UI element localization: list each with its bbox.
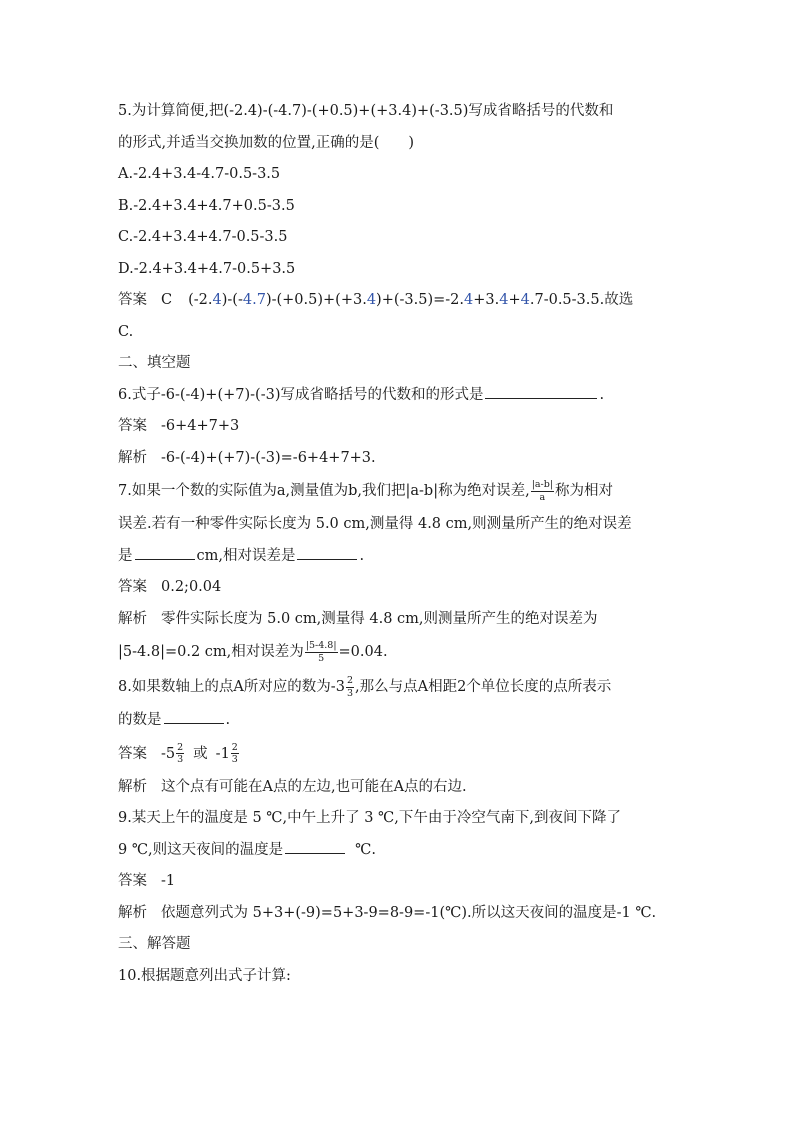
q5-answer: 答案 C (-2.4)-(-4.7)-(+0.5)+(+3.4)+(-3.5)=-2.4+3.4+4.7-0.5-3.5.故选 (118, 285, 678, 317)
section-title-fill-in: 二、填空题 (118, 355, 191, 371)
q7-stem-line1: 7.如果一个数的实际值为a,测量值为b,我们把|a-b|称为绝对误差, $\frac{|a-b|}{a}$ 称为相对 (118, 479, 614, 503)
answer-blank (485, 380, 597, 399)
answer-fraction-2: $\frac{2}{3}$ (231, 741, 238, 765)
analysis-label: 解析 (118, 610, 147, 627)
answer-choice: C (161, 292, 173, 308)
q9-analysis: 解析 依题意列式为 5+3+(-9)=5+3-9=8-9=-1(℃).所以这天夜间的温度是-1 ℃. (118, 898, 678, 930)
q8-analysis: 解析 这个点有可能在A点的左边,也可能在A点的右边. (118, 772, 678, 804)
q8-stem-line1: 8.如果数轴上的点A所对应的数为-3 $\frac{2}{3}$ ,那么与点A相距2个单位长度的点所表示 (118, 675, 612, 699)
q5-answer-line2: C. (118, 323, 134, 340)
analysis-fraction: $\frac{|5-4.8|}{5}$ (305, 640, 337, 664)
q9-stem-line2: 9 ℃,则这天夜间的温度是 ℃. (118, 835, 678, 867)
q5-option-a: A.-2.4+3.4-4.7-0.5-3.5 (118, 166, 281, 182)
analysis-label: 解析 (118, 778, 147, 795)
q8-stem-line2: 的数是 . (118, 705, 678, 737)
q10-stem: 10.根据题意列出式子计算: (118, 967, 291, 984)
answer-label: 答案 (118, 418, 147, 434)
q7-stem-line2: 误差.若有一种零件实际长度为 5.0 cm,测量得 4.8 cm,则测量所产生的绝对误差 (118, 516, 632, 532)
answer-label: 答案 (118, 745, 147, 762)
section-title-solve: 三、解答题 (118, 936, 191, 952)
q7-answer: 答案 0.2;0.04 (118, 572, 678, 604)
answer-label: 答案 (118, 292, 147, 308)
answer-label: 答案 (118, 579, 147, 595)
answer-blank (135, 541, 195, 560)
q5-option-b: B.-2.4+3.4+4.7+0.5-3.5 (118, 197, 295, 214)
q7-analysis-line2: |5-4.8|=0.2 cm,相对误差为 $\frac{|5-4.8|}{5}$ =0.04. (118, 640, 388, 664)
q5-option-c: C.-2.4+3.4+4.7-0.5-3.5 (118, 229, 288, 245)
relative-error-fraction: $\frac{|a-b|}{a}$ (531, 479, 554, 503)
q7-analysis-line1: 解析 零件实际长度为 5.0 cm,测量得 4.8 cm,则测量所产生的绝对误差为 (118, 604, 678, 636)
q7-stem-line3: 是 cm,相对误差是 . (118, 541, 678, 573)
q6-answer: 答案 -6+4+7+3 (118, 411, 678, 443)
q5-option-d: D.-2.4+3.4+4.7-0.5+3.5 (118, 260, 296, 277)
document-page (118, 96, 678, 992)
answer-blank (297, 541, 357, 560)
answer-blank (164, 705, 224, 724)
q6-stem: 6.式子-6-(-4)+(+7)-(-3)写成省略括号的代数和的形式是 . (118, 380, 678, 412)
q9-stem-line1: 9.某天上午的温度是 5 ℃,中午上升了 3 ℃,下午由于冷空气南下,到夜间下降了 (118, 810, 621, 826)
q9-answer: 答案 -1 (118, 866, 678, 898)
q5-stem-line2: 的形式,并适当交换加数的位置,正确的是( ) (118, 134, 415, 151)
q5-stem-line1: 5.为计算简便,把(-2.4)-(-4.7)-(+0.5)+(+3.4)+(-3.5)写成省略括号的代数和 (118, 103, 614, 119)
analysis-label: 解析 (118, 449, 147, 466)
mixed-number-fraction: $\frac{2}{3}$ (346, 675, 353, 699)
answer-fraction-1: $\frac{2}{3}$ (177, 741, 184, 765)
analysis-label: 解析 (118, 904, 147, 921)
q8-answer: 答案 -5 $\frac{2}{3}$ 或 -1 $\frac{2}{3}$ (118, 737, 678, 772)
answer-blank (285, 835, 345, 854)
answer-label: 答案 (118, 873, 147, 889)
q6-analysis: 解析 -6-(-4)+(+7)-(-3)=-6+4+7+3. (118, 443, 678, 475)
